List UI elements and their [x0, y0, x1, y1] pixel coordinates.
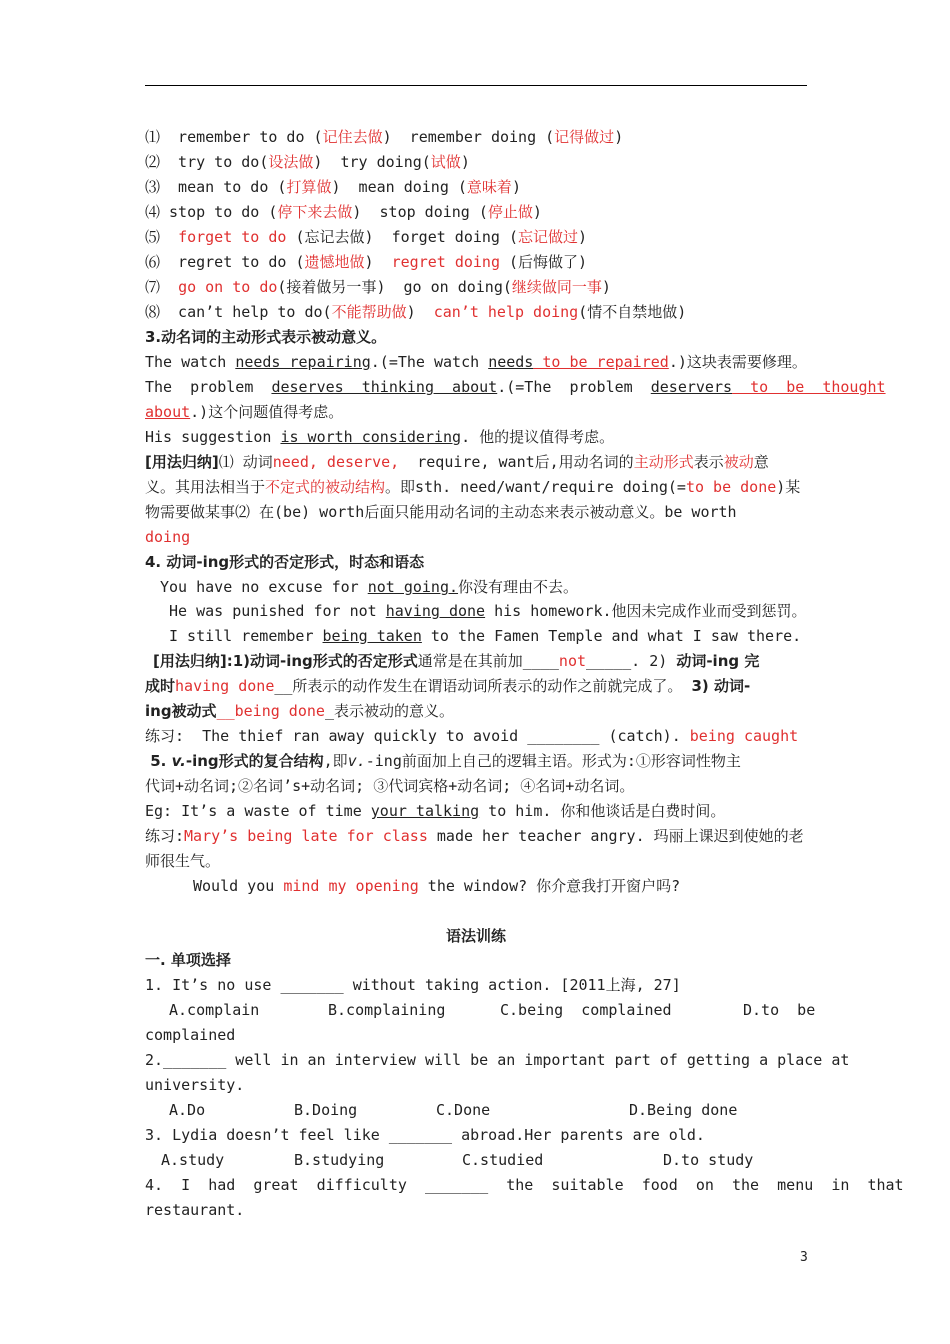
text: _表示被动的意义。: [324, 702, 454, 720]
answer: 不能帮助做: [331, 303, 407, 321]
text: ): [578, 228, 588, 246]
text: .)这个问题值得考虑。: [190, 403, 344, 421]
answer: to be thought: [732, 378, 886, 396]
answer: 记住去做: [322, 128, 383, 146]
text: 。即sth. need/want/require doing(=: [385, 478, 686, 496]
text: Eg: It’s a waste of time: [145, 802, 371, 820]
text: ): [614, 128, 624, 146]
underlined-text: having done: [385, 602, 486, 620]
underlined-text: deserves thinking about: [271, 378, 498, 396]
note-label: 成时: [145, 677, 176, 695]
section-5-forms: 代词+动名词;②名词’s+动名词; ③代词宾格+动名词; ④名词+动名词。: [145, 777, 635, 795]
question-2: 2._______ well in an interview will be an important part of getting a place at: [145, 1051, 850, 1069]
text: His suggestion: [145, 428, 281, 446]
answer: 打算做: [286, 178, 332, 196]
verb-pair-6: [145, 251, 587, 273]
answer: need, deserve,: [272, 453, 400, 471]
answer: 不定式的被动结构: [265, 478, 386, 496]
text: ⑻ can’t help to do(: [145, 303, 332, 321]
section-4-note-3: [145, 700, 454, 722]
text: 5.: [145, 752, 172, 770]
text: -ing形式的复合结构: [185, 752, 324, 770]
section-4-example-2: [169, 600, 807, 622]
answer: Mary’s being late for class: [184, 827, 428, 845]
q3-option-b[interactable]: B.studying: [294, 1151, 385, 1169]
underlined-text: your talking: [370, 802, 480, 820]
text: (忘记去做) forget doing (: [286, 228, 519, 246]
text: v.: [347, 752, 366, 770]
text: The watch: [145, 353, 236, 371]
answer: 意味着: [466, 178, 512, 196]
text: ⑴ remember to do (: [145, 128, 323, 146]
text: 练习: The thief ran away quickly to avoid ________ (catch).: [145, 727, 690, 745]
q1-option-b[interactable]: B.complaining: [328, 1001, 446, 1019]
q1-option-d[interactable]: D.to be: [743, 1001, 816, 1019]
text: ⑴ 动词: [218, 453, 273, 471]
answer: to be done: [685, 478, 777, 496]
question-4-cont: restaurant.: [145, 1201, 245, 1219]
note-label: 3) 动词-: [691, 677, 751, 695]
text: ) stop doing (: [352, 203, 488, 221]
answer: __being done: [216, 702, 325, 720]
text: I still remember: [169, 627, 323, 645]
text: ): [364, 253, 392, 271]
text: 通常是在其前加____: [417, 652, 559, 670]
text: __所表示的动作发生在谓语动词所表示的动作之前就完成了。: [274, 677, 692, 695]
text: to the Famen Temple and what I saw there.: [421, 627, 802, 645]
q1-option-a[interactable]: A.complain: [169, 1001, 260, 1019]
answer: about: [145, 403, 191, 421]
section-5-practice-cont: 师很生气。: [145, 852, 221, 870]
text: ): [601, 278, 611, 296]
text: ) try doing(: [313, 153, 431, 171]
q1-option-d-cont: complained: [145, 1026, 236, 1044]
section-4-heading: 4. 动词-ing形式的否定形式，时态和语态: [145, 553, 425, 571]
q2-option-c[interactable]: C.Done: [436, 1101, 491, 1119]
section-4-note-1: [153, 650, 759, 672]
underlined-text: needs: [488, 353, 534, 371]
verb-pair-1: [145, 126, 623, 148]
text: .)这块表需要修理。: [668, 353, 807, 371]
underlined-text: being taken: [322, 627, 422, 645]
text: .(=The problem: [497, 378, 651, 396]
text: ): [460, 153, 470, 171]
q2-option-b[interactable]: B.Doing: [294, 1101, 358, 1119]
section-4-example-1: [160, 576, 578, 598]
answer: 遗憾地做: [304, 253, 365, 271]
underlined-text: not going.: [367, 578, 459, 596]
text: ) remember doing (: [382, 128, 555, 146]
text: ⑸: [145, 228, 179, 246]
header-rule: [145, 85, 807, 86]
answer: 被动: [723, 453, 754, 471]
text: ): [406, 303, 434, 321]
question-1: 1. It’s no use _______ without taking action. [2011上海, 27]: [145, 976, 681, 994]
text: ) mean doing (: [331, 178, 467, 196]
text: He was punished for not: [169, 602, 386, 620]
text: to him. 你和他谈话是白费时间。: [479, 802, 726, 820]
note-label: [用法归纳]: [145, 453, 219, 471]
answer: go on to do: [178, 278, 278, 296]
text: (接着做另一事) go on doing(: [277, 278, 512, 296]
answer: regret doing: [391, 253, 500, 271]
text: 意: [753, 453, 769, 471]
usage-note-4: doing: [145, 528, 191, 546]
underlined-text: needs repairing: [235, 353, 371, 371]
part-1-heading: 一. 单项选择: [145, 951, 231, 969]
answer: 忘记做过: [518, 228, 579, 246]
note-label: ing被动式: [145, 702, 217, 720]
answer: to be repaired: [533, 353, 669, 371]
text: 表示: [693, 453, 724, 471]
verb-pair-7: [145, 276, 611, 298]
section-5-example: [145, 800, 725, 822]
text: the window? 你介意我打开窗户吗?: [418, 877, 681, 895]
section-4-note-2: [145, 675, 750, 697]
answer: can’t help doing: [433, 303, 579, 321]
training-title: 语法训练: [445, 927, 506, 945]
text: ⑶ mean to do (: [145, 178, 287, 196]
underlined-text: is worth considering: [280, 428, 462, 446]
note-label: 动词-ing 完: [676, 652, 760, 670]
section-3-example-2-cont: [145, 401, 343, 423]
text: 你没有理由不去。: [458, 578, 579, 596]
text: v.: [171, 752, 186, 770]
q3-option-a[interactable]: A.study: [161, 1151, 225, 1169]
text: (后悔做了): [499, 253, 588, 271]
section-3-heading: 3.动名词的主动形式表示被动意义。: [145, 328, 387, 346]
answer: forget to do: [178, 228, 287, 246]
text: )某: [776, 478, 801, 496]
answer: 设法做: [268, 153, 314, 171]
answer: 停下来去做: [277, 203, 353, 221]
text: require, want后,用动名词的: [399, 453, 634, 471]
verb-pair-5: [145, 226, 587, 248]
answer: 试做: [430, 153, 461, 171]
text: ): [532, 203, 542, 221]
text: 练习:: [145, 827, 185, 845]
text: . 他的提议值得考虑。: [461, 428, 615, 446]
section-5-practice: [145, 825, 804, 847]
verb-pair-3: [145, 176, 521, 198]
section-3-example-1: [145, 351, 807, 373]
question-4: 4. I had great difficulty _______ the suitable food on the menu in that: [145, 1176, 904, 1194]
answer: 停止做: [487, 203, 533, 221]
text: his homework.他因未完成作业而受到惩罚。: [485, 602, 807, 620]
text: ): [511, 178, 521, 196]
question-2-cont: university.: [145, 1076, 245, 1094]
answer: not: [558, 652, 587, 670]
text: _____. 2): [586, 652, 677, 670]
section-4-example-3: [169, 625, 801, 647]
verb-pair-2: [145, 151, 470, 173]
q3-option-c[interactable]: C.studied: [462, 1151, 544, 1169]
answer: having done: [175, 677, 275, 695]
text: ⑹ regret to do (: [145, 253, 305, 271]
question-3: 3. Lydia doesn’t feel like _______ abroad.Her parents are old.: [145, 1126, 705, 1144]
verb-pair-4: [145, 201, 542, 223]
text: Would you: [193, 877, 284, 895]
q1-option-c[interactable]: C.being complained: [500, 1001, 672, 1019]
text: -ing前面加上自己的逻辑主语。形式为:①形容词性物主: [365, 752, 741, 770]
text: made her teacher angry. 玛丽上课迟到使她的老: [427, 827, 804, 845]
section-5-heading: [145, 750, 741, 772]
section-4-practice: [145, 725, 798, 747]
text: The problem: [145, 378, 272, 396]
answer: 继续做同一事: [511, 278, 602, 296]
note-label: [用法归纳]:1)动词-ing形式的否定形式: [153, 652, 418, 670]
verb-pair-8: [145, 301, 686, 323]
answer: 主动形式: [633, 453, 694, 471]
q2-option-d[interactable]: D.Being done: [629, 1101, 738, 1119]
q2-option-a[interactable]: A.Do: [169, 1101, 206, 1119]
usage-note-2: [145, 476, 800, 498]
text: ,即: [323, 752, 348, 770]
answer: being caught: [689, 727, 799, 745]
usage-note-3: 物需要做某事⑵ 在(be) worth后面只能用动名词的主动态来表示被动意义。be worth: [145, 503, 737, 521]
text: ⑺: [145, 278, 179, 296]
text: You have no excuse for: [160, 578, 368, 596]
text: ⑵ try to do(: [145, 153, 269, 171]
usage-note-1: [145, 451, 769, 473]
section-3-example-3: [145, 426, 614, 448]
answer: 记得做过: [554, 128, 615, 146]
underlined-text: deservers: [650, 378, 733, 396]
q3-option-d[interactable]: D.to study: [663, 1151, 754, 1169]
text: .(=The watch: [370, 353, 489, 371]
text: ⑷ stop to do (: [145, 203, 278, 221]
page-number: 3: [800, 1250, 808, 1265]
answer: mind my opening: [283, 877, 419, 895]
section-3-example-2: [145, 376, 886, 398]
text: (情不自禁地做): [578, 303, 687, 321]
text: 义。其用法相当于: [145, 478, 266, 496]
section-5-example-2: [193, 875, 680, 897]
